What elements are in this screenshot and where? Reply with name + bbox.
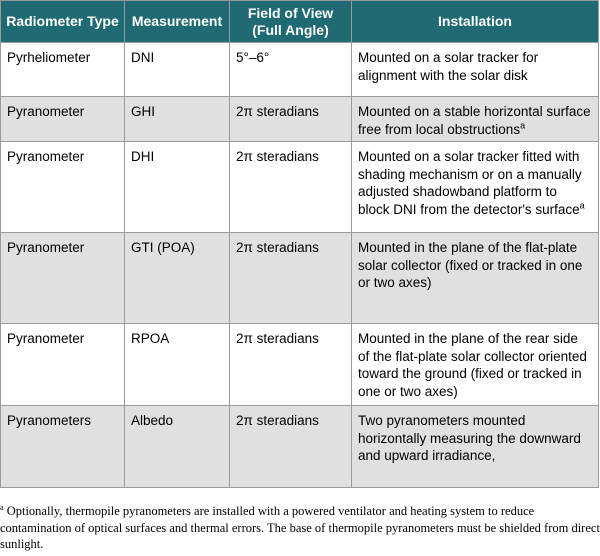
cell-type: Pyranometers: [1, 406, 125, 488]
cell-fov: 2π steradians: [230, 233, 352, 324]
cell-installation: [352, 97, 599, 142]
installation-text: Mounted on a solar tracker fitted with shading mechanism or on a manually adjusted shadowband platform to block DNI from the detector's surface: [358, 149, 582, 217]
table-row: [1, 43, 599, 97]
cell-type: Pyranometer: [1, 324, 125, 406]
cell-fov: 2π steradians: [230, 324, 352, 406]
cell-fov: 2π steradians: [230, 406, 352, 488]
header-installation: Installation: [352, 1, 599, 43]
header-field-of-view: Field of View (Full Angle): [230, 1, 352, 43]
header-radiometer-type: Radiometer Type: [1, 1, 125, 43]
cell-type: Pyranometer: [1, 142, 125, 233]
installation-text: Two pyranometers mounted horizontally measuring the downward and upward irradiance,: [358, 413, 581, 463]
footnote-marker: a: [520, 120, 526, 130]
table-row: [1, 142, 599, 233]
cell-type: Pyrheliometer: [1, 43, 125, 97]
cell-installation: [352, 406, 599, 488]
cell-fov: 2π steradians: [230, 97, 352, 142]
cell-installation: [352, 233, 599, 324]
table-header-row: [1, 1, 599, 43]
table-row: [1, 97, 599, 142]
cell-installation: [352, 43, 599, 97]
table-row: [1, 233, 599, 324]
cell-measurement: GHI: [125, 97, 230, 142]
footnote-marker: a: [0, 502, 4, 512]
cell-measurement: GTI (POA): [125, 233, 230, 324]
cell-installation: [352, 142, 599, 233]
cell-measurement: DHI: [125, 142, 230, 233]
footnote-text: Optionally, thermopile pyranometers are installed with a powered ventilator and heating system to reduce contamination of optical surfaces and thermal errors. The base of thermopile pyranometers must be shielded from direct sunlight.: [0, 504, 600, 551]
cell-fov: 2π steradians: [230, 142, 352, 233]
installation-text: Mounted in the plane of the rear side of the flat-plate solar collector oriented toward the ground (fixed or tracked in one or two axes): [358, 331, 587, 399]
table-row: [1, 324, 599, 406]
cell-measurement: DNI: [125, 43, 230, 97]
installation-text: Mounted in the plane of the flat-plate solar collector (fixed or tracked in one or two axes): [358, 240, 583, 290]
table-footnote: [0, 503, 600, 553]
table-row: [1, 406, 599, 488]
header-measurement: Measurement: [125, 1, 230, 43]
cell-measurement: RPOA: [125, 324, 230, 406]
cell-type: Pyranometer: [1, 233, 125, 324]
footnote-marker: a: [579, 200, 585, 210]
cell-installation: [352, 324, 599, 406]
installation-text: Mounted on a solar tracker for alignment with the solar disk: [358, 50, 539, 83]
installation-text: Mounted on a stable horizontal surface free from local obstructions: [358, 104, 591, 137]
cell-fov: 5°–6°: [230, 43, 352, 97]
cell-measurement: Albedo: [125, 406, 230, 488]
cell-type: Pyranometer: [1, 97, 125, 142]
